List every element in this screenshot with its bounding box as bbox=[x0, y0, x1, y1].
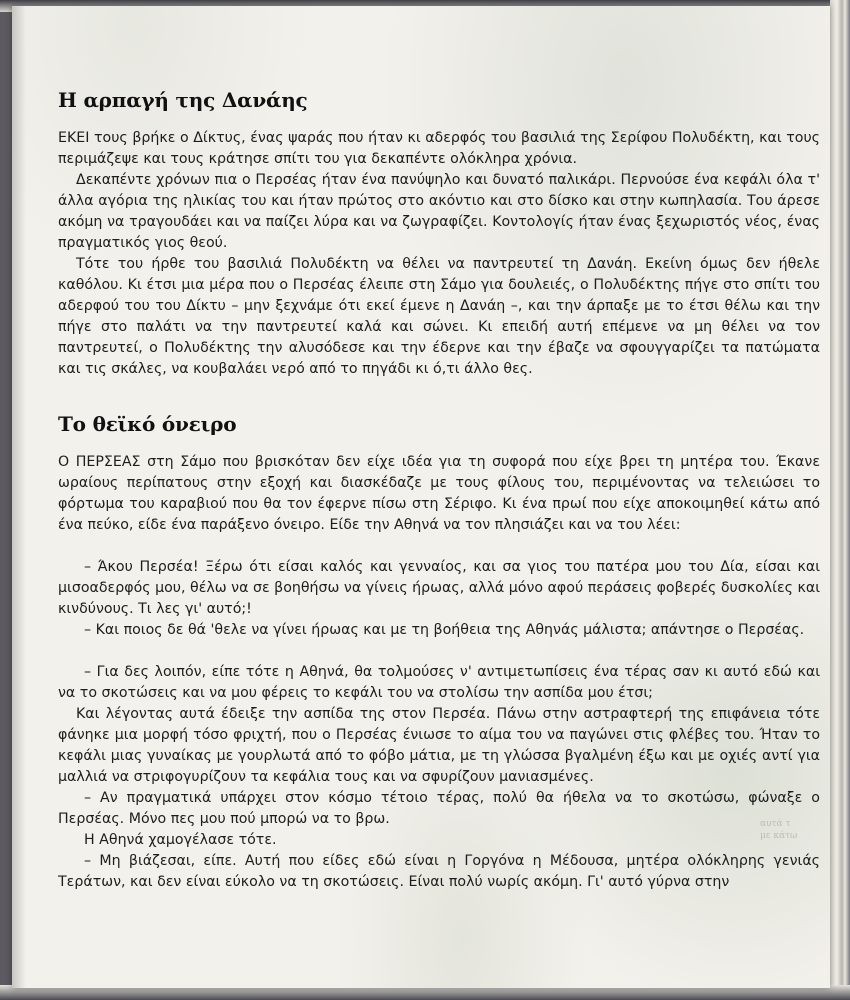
dialogue-line: – Μη βιάζεσαι, είπε. Αυτή που είδες εδώ είναι η Γοργόνα η Μέδουσα, μητέρα ολόκληρης γενιάς Τεράτων, και δεν είναι εύκολο να τη σκοτώσεις. Είναι πολύ νωρίς ακόμη. Γι' αυτό γύρνα στην bbox=[58, 853, 820, 890]
dialogue-line: – Και ποιος δε θά 'θελε να γίνει ήρωας και με τη βοήθεια της Αθηνάς μάλιστα; απάντησε ο Περσέας. bbox=[84, 622, 805, 638]
paragraph: ΕΚΕΙ τους βρήκε ο Δίκτυς, ένας ψαράς που ήταν κι αδερφός του βασιλιά της Σερίφου Πολυδέκτη, και τους περιμάζεψε και τους κράτησε σπίτι του για δεκαπέντε ολόκληρα χρόνια. bbox=[58, 130, 820, 167]
section-title-divine-dream: Το θεϊκό όνειρο bbox=[58, 412, 237, 436]
faint-background-illustration-text: αυτά τ με κάτω bbox=[760, 819, 798, 841]
section-title-abduction: Η αρπαγή της Δανάης bbox=[58, 88, 308, 112]
paragraph: Και λέγοντας αυτά έδειξε την ασπίδα της στον Περσέα. Πάνω στην αστραφτερή της επιφάνεια τότε φάνηκε μια μορφή τόσο φριχτή, που ο Περσέας ένιωσε το αίμα του να παγώνει στις φλέβες του. Ήταν το κεφάλι μιας γυναίκας με γουρλωτά από το φόβο μάτια, με τη γλώσσα βγαλμένη έξω και με οχιές αντί για μαλλιά να στριφογυρίζουν τα κεφάλια τους και να σφυρίζουν μανιασμένες. bbox=[58, 706, 820, 785]
dialogue-line: – Άκου Περσέα! Ξέρω ότι είσαι καλός και γενναίος, και σα γιος του πατέρα μου του Δία, είσαι και μισοαδερφός μου, θέλω να σε βοηθήσω να γίνεις ήρωας, αλλά μόνο αφού περάσεις φοβερές δυσκολίες και κινδύνους. Τι λες γι' αυτό;! bbox=[58, 559, 820, 617]
paragraph: Τότε του ήρθε του βασιλιά Πολυδέκτη να θέλει να παντρευτεί τη Δανάη. Εκείνη όμως δεν ήθελε καθόλου. Κι έτσι μια μέρα που ο Περσέας έλειπε στη Σάμο για δουλειές, ο Πολυδέκτης πήγε στο σπίτι του αδερφού του του Δίκτυ – μην ξεχνάμε ότι εκεί έμενε η Δανάη –, και την άρπαξε με το έτσι θέλω και την πήγε στο παλάτι να την παντρευτεί καλά και σώνει. Κι επειδή αυτή επέμενε να μη θέλει να τον παντρευτεί, ο Πολυδέκτης την αλυσόδεσε και την έδερνε και την έβαζε να σφουγγαρίζει τα πατώματα και τις σκάλες, να κουβαλάει νερό από το πηγάδι κι ό,τι άλλο θες. bbox=[58, 256, 820, 377]
page-gutter-shadow bbox=[12, 6, 26, 988]
dialogue-line: – Αν πραγματικά υπάρχει στον κόσμο τέτοιο τέρας, πολύ θα ήθελα να το σκοτώσω, φώναξε ο Περσέας. Μόνο πες μου πού μπορώ να το βρω. bbox=[58, 790, 820, 827]
dialogue-line: – Για δες λοιπόν, είπε τότε η Αθηνά, θα τολμούσες ν' αντιμετωπίσεις ένα τέρας σαν κι αυτό εδώ και να το σκοτώσεις και να μου φέρεις το κεφάλι του να στολίσω την ασπίδα μου έτσι; bbox=[58, 664, 820, 701]
paragraph: Ο ΠΕΡΣΕΑΣ στη Σάμο που βρισκόταν δεν είχε ιδέα για τη συφορά που είχε βρει τη μητέρα του. Έκανε ωραίους περίπατους στην εξοχή και διασκέδαζε με τους φίλους του, περιμένοντας να τελειώσει το φόρτωμα του καραβιού που θα τον έφερνε πίσω στη Σέριφο. Κι ένα πρωί που είχε αποκοιμηθεί κάτω από ένα πεύκο, είδε ένα παράξενο όνειρο. Είδε την Αθηνά να τον πλησιάζει και να του λέει: bbox=[58, 454, 820, 533]
scan-edge-right bbox=[830, 0, 850, 1000]
book-page bbox=[12, 6, 830, 988]
paragraph: Δεκαπέντε χρόνων πια ο Περσέας ήταν ένα πανύψηλο και δυνατό παλικάρι. Περνούσε ένα κεφάλι όλα τ' άλλα αγόρια της ηλικίας του και ήταν πρώτος στο ακόντιο και στο δίσκο και στην κωπηλασία. Του άρεσε ακόμη να τραγουδάει και να παίζει λύρα και να ζωγραφίζει. Κοντολογίς ήταν ένας ξεχωριστός νέος, ένας πραγματικός γιος θεού. bbox=[58, 172, 820, 251]
paragraph: Η Αθηνά χαμογέλασε τότε. bbox=[84, 832, 277, 848]
